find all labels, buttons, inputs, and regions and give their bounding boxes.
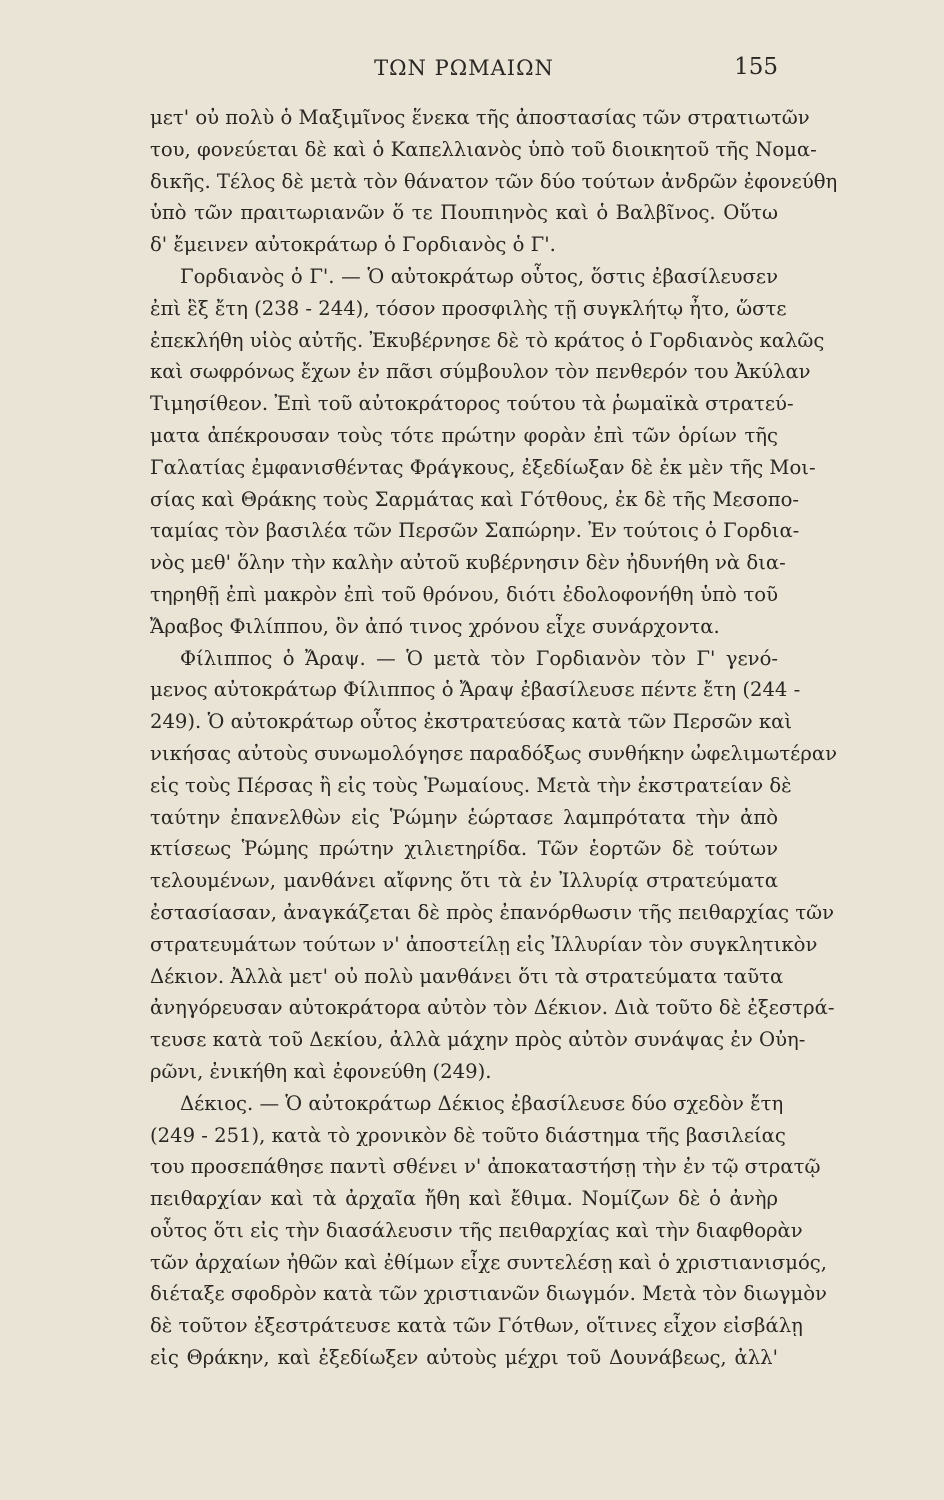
text-line: ἐπεκλήθη υἱὸς αὐτῆς. Ἐκυβέρνησε δὲ τὸ κράτος ὁ Γορδιανὸς καλῶς	[150, 328, 825, 352]
page-header	[150, 56, 778, 96]
text-line: διέταξε σφοδρὸν κατὰ τῶν χριστιανῶν διωγμόν. Μετὰ τὸν διωγμὸν	[150, 1282, 827, 1306]
text-line: μετ' οὐ πολὺ ὁ Μαξιμῖνος ἕνεκα τῆς ἀποστασίας τῶν στρατιωτῶν	[150, 106, 810, 129]
text-line: κτίσεως Ῥώμης πρώτην χιλιετηρίδα. Τῶν ἑορτῶν δὲ τούτων	[150, 837, 778, 861]
text-line: 249). Ὁ αὐτοκράτωρ οὗτος ἐκστρατεύσας κατὰ τῶν Περσῶν καὶ	[150, 710, 793, 734]
section-heading-line: Γορδιανὸς ὁ Γ'. — Ὁ αὐτοκράτωρ οὗτος, ὅστις ἐβασίλευσεν	[180, 264, 778, 288]
text-line: Ἄραβος Φιλίππου, ὃν ἀπό τινος χρόνου εἶχε συνάρχοντα.	[150, 614, 720, 638]
text-line: πειθαρχίαν καὶ τὰ ἀρχαῖα ἤθη καὶ ἔθιμα. Νομίζων δὲ ὁ ἀνὴρ	[150, 1187, 778, 1211]
text-line: δικῆς. Τέλος δὲ μετὰ τὸν θάνατον τῶν δύο τούτων ἀνδρῶν ἐφονεύθη	[150, 169, 838, 193]
text-line: μενος αὐτοκράτωρ Φίλιππος ὁ Ἄραψ ἐβασίλευσε πέντε ἔτη (244 -	[150, 678, 801, 702]
text-line: τευσε κατὰ τοῦ Δεκίου, ἀλλὰ μάχην πρὸς αὐτὸν συνάψας ἐν Οὐη-	[150, 1028, 806, 1052]
text-line: Δέκιον. Ἀλλὰ μετ' οὐ πολὺ μανθάνει ὅτι τὰ στρατεύματα ταῦτα	[150, 964, 784, 988]
text-line: σίας καὶ Θράκης τοὺς Σαρμάτας καὶ Γότθους, ἐκ δὲ τῆς Μεσοπο-	[150, 487, 800, 511]
text-line: στρατευμάτων τούτων ν' ἀποστείλῃ εἰς Ἰλλυρίαν τὸν συγκλητικὸν	[150, 932, 818, 956]
text-line: τελουμένων, μανθάνει αἴφνης ὅτι τὰ ἐν Ἰλλυρίᾳ στρατεύματα	[150, 869, 778, 893]
section-heading-line: Δέκιος. — Ὁ αὐτοκράτωρ Δέκιος ἐβασίλευσε δύο σχεδὸν ἔτη	[180, 1091, 784, 1115]
text-line: ἀνηγόρευσαν αὐτοκράτορα αὐτὸν τὸν Δέκιον. Διὰ τοῦτο δὲ ἐξεστρά-	[150, 996, 835, 1020]
text-line: δ' ἔμεινεν αὐτοκράτωρ ὁ Γορδιανὸς ὁ Γ'.	[150, 233, 556, 257]
page-number: 155	[734, 54, 778, 80]
text-line: ὑπὸ τῶν πραιτωριανῶν ὅ τε Πουπιηνὸς καὶ ὁ Βαλβῖνος. Οὕτω	[150, 201, 778, 225]
running-title: ΤΩΝ ΡΩΜΑΙΩΝ	[374, 56, 554, 80]
text-line: του, φονεύεται δὲ καὶ ὁ Καπελλιανὸς ὑπὸ τοῦ διοικητοῦ τῆς Νομα-	[150, 137, 817, 161]
text-line: (249 - 251), κατὰ τὸ χρονικὸν δὲ τοῦτο διάστημα τῆς βασιλείας	[150, 1123, 786, 1147]
text-line: ματα ἀπέκρουσαν τοὺς τότε πρώτην φορὰν ἐπὶ τῶν ὁρίων τῆς	[150, 423, 778, 447]
body-text	[150, 102, 838, 1374]
text-line: ταμίας τὸν βασιλέα τῶν Περσῶν Σαπώρην. Ἐν τούτοις ὁ Γορδια-	[150, 519, 800, 543]
text-line: εἰς τοὺς Πέρσας ἢ εἰς τοὺς Ῥωμαίους. Μετὰ τὴν ἐκστρατείαν δὲ	[150, 773, 792, 797]
text-line: οὗτος ὅτι εἰς τὴν διασάλευσιν τῆς πειθαρχίας καὶ τὴν διαφθορὰν	[150, 1218, 803, 1242]
text-line: νικήσας αὐτοὺς συνωμολόγησε παραδόξως συνθήκην ὠφελιμωτέραν	[150, 741, 837, 765]
text-line: δὲ τοῦτον ἐξεστράτευσε κατὰ τῶν Γότθων, οἵτινες εἶχον εἰσβάλῃ	[150, 1314, 803, 1338]
section-heading-line: Φίλιππος ὁ Ἄραψ. — Ὁ μετὰ τὸν Γορδιανὸν τὸν Γ' γενό-	[180, 646, 778, 670]
text-line: Τιμησίθεον. Ἐπὶ τοῦ αὐτοκράτορος τούτου τὰ ῥωμαϊκὰ στρατεύ-	[150, 392, 794, 416]
text-line: τηρηθῇ ἐπὶ μακρὸν ἐπὶ τοῦ θρόνου, διότι ἐδολοφονήθη ὑπὸ τοῦ	[150, 582, 778, 606]
text-line: τῶν ἀρχαίων ἠθῶν καὶ ἐθίμων εἶχε συντελέσῃ καὶ ὁ χριστιανισμός,	[150, 1250, 827, 1274]
text-line: ἐστασίασαν, ἀναγκάζεται δὲ πρὸς ἐπανόρθωσιν τῆς πειθαρχίας τῶν	[150, 900, 835, 924]
text-line: του προσεπάθησε παντὶ σθένει ν' ἀποκαταστήσῃ τὴν ἐν τῷ στρατῷ	[150, 1155, 821, 1179]
text-line: νὸς μεθ' ὅλην τὴν καλὴν αὐτοῦ κυβέρνησιν δὲν ἠδυνήθη νὰ δια-	[150, 551, 786, 575]
text-line: ρῶνι, ἐνικήθη καὶ ἐφονεύθη (249).	[150, 1059, 492, 1083]
text-line: ἐπὶ ἓξ ἔτη (238 - 244), τόσον προσφιλὴς τῇ συγκλήτῳ ἦτο, ὥστε	[150, 296, 787, 320]
text-line: Γαλατίας ἐμφανισθέντας Φράγκους, ἐξεδίωξαν δὲ ἐκ μὲν τῆς Μοι-	[150, 455, 816, 479]
text-line: εἰς Θράκην, καὶ ἐξεδίωξεν αὐτοὺς μέχρι τοῦ Δουνάβεως, ἀλλ'	[150, 1346, 778, 1370]
text-line: καὶ σωφρόνως ἔχων ἐν πᾶσι σύμβουλον τὸν πενθερόν του Ἀκύλαν	[150, 360, 811, 384]
text-line: ταύτην ἐπανελθὼν εἰς Ῥώμην ἑώρτασε λαμπρότατα τὴν ἀπὸ	[150, 805, 778, 829]
